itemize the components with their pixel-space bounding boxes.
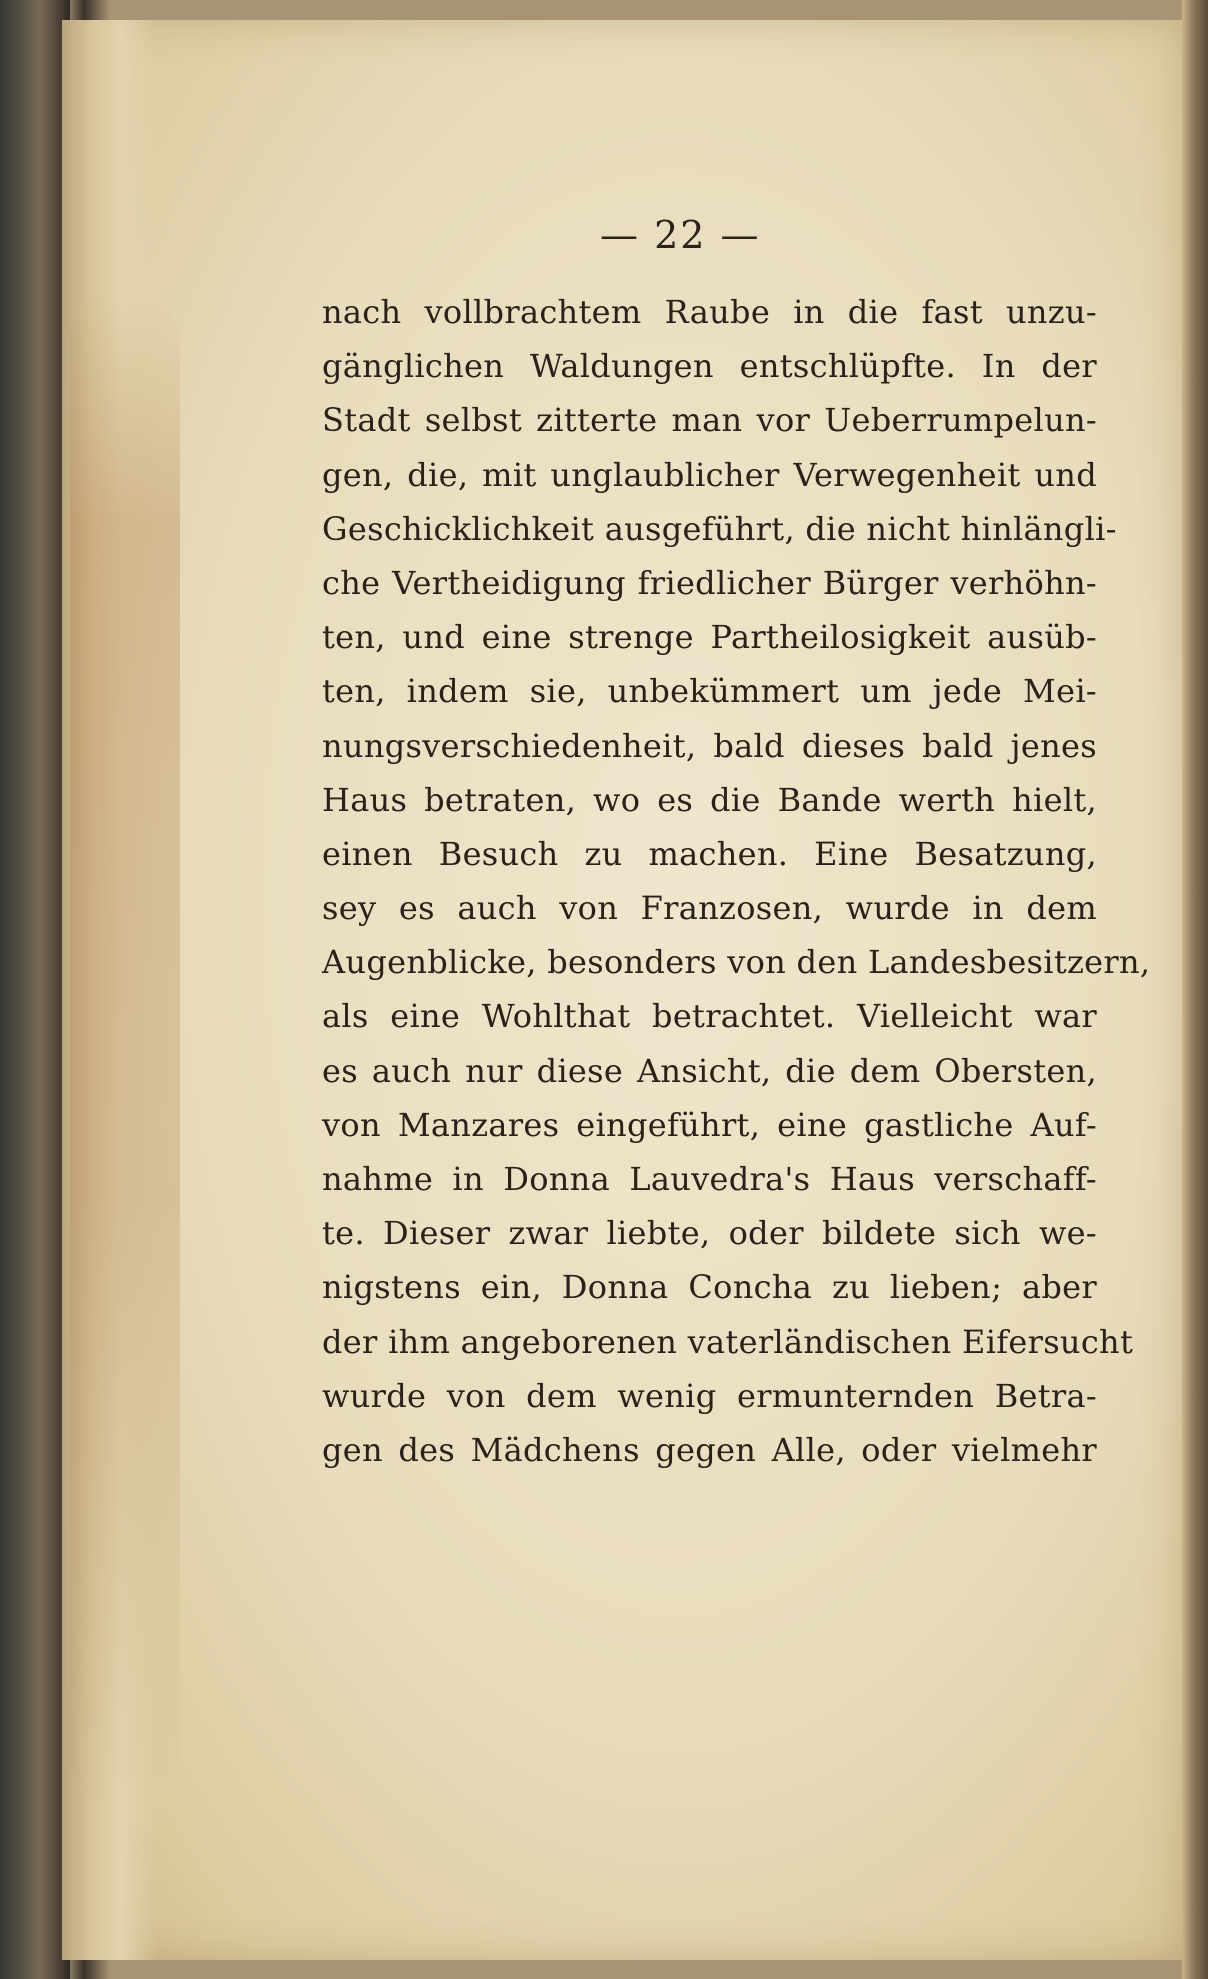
text-line: nahme in Donna Lauvedra's Haus verschaff- (322, 1160, 1097, 1198)
text-line: als eine Wohlthat betrachtet. Vielleicht war (322, 997, 1097, 1036)
text-line: Augenblicke, besonders von den Landesbesitzern, (322, 943, 1151, 982)
book-cover-edge (0, 0, 70, 1979)
text-line: von Manzares eingeführt, eine gastliche Auf- (322, 1105, 1097, 1144)
text-line: che Vertheidigung friedlicher Bürger verhöhn- (322, 563, 1097, 602)
body-text (322, 285, 1151, 1477)
text-line: ten, indem sie, unbekümmert um jede Mei- (322, 672, 1097, 711)
page-right-edge (1182, 0, 1208, 1979)
text-line: Geschicklichkeit ausgeführt, die nicht hinlängli- (322, 509, 1117, 548)
text-line: nigstens ein, Donna Concha zu lieben; aber (322, 1268, 1097, 1307)
text-line: nach vollbrachtem Raube in die fast unzu- (322, 293, 1097, 331)
text-line: wurde von dem wenig ermunternden Betra- (322, 1376, 1097, 1415)
text-line: gen des Mädchens gegen Alle, oder vielmehr (322, 1430, 1097, 1469)
text-line: ten, und eine strenge Partheilosigkeit ausüb- (322, 618, 1097, 657)
text-line: sey es auch von Franzosen, wurde in dem (322, 889, 1097, 928)
text-line: gen, die, mit unglaublicher Verwegenheit und (322, 455, 1097, 494)
text-line: Haus betraten, wo es die Bande werth hielt, (322, 780, 1097, 819)
text-line: es auch nur diese Ansicht, die dem Obersten, (322, 1051, 1097, 1090)
text-line: Stadt selbst zitterte man vor Ueberrumpelun- (322, 401, 1097, 440)
paper-stain (70, 300, 180, 1800)
text-line: te. Dieser zwar liebte, oder bildete sich we- (322, 1214, 1097, 1253)
page-number-header: — 22 — (600, 213, 761, 257)
text-line: der ihm angeborenen vaterländischen Eifersucht (322, 1322, 1134, 1361)
text-line: nungsverschiedenheit, bald dieses bald jenes (322, 726, 1097, 765)
text-line: gänglichen Waldungen entschlüpfte. In der (322, 347, 1097, 386)
text-line: einen Besuch zu machen. Eine Besatzung, (322, 834, 1097, 873)
